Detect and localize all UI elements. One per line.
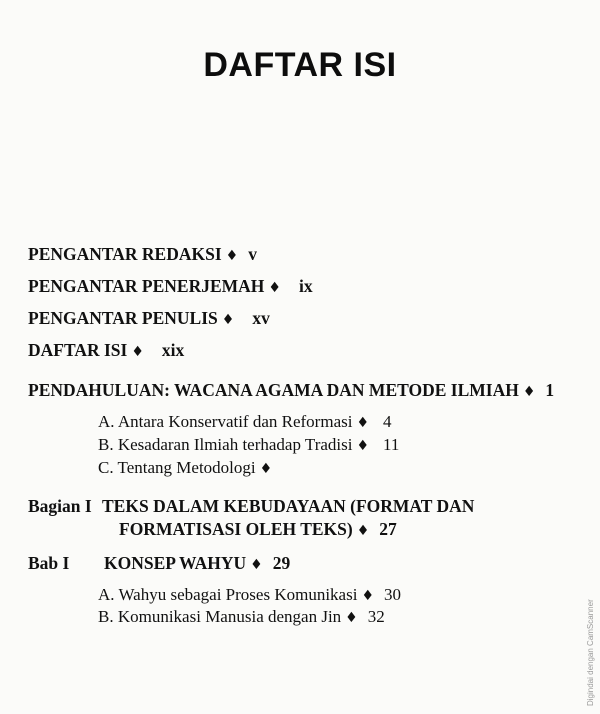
show-through-text (190, 10, 193, 26)
toc-entry-page: 29 (272, 553, 291, 573)
toc-part-label: Bagian I (28, 496, 92, 516)
diamond-icon: ♦ (361, 588, 374, 604)
toc-entry-text: PENGANTAR PENERJEMAH (28, 276, 265, 296)
toc-entry-page: 27 (379, 519, 397, 539)
diamond-icon: ♦ (356, 523, 370, 539)
diamond-icon: ♦ (131, 344, 144, 360)
toc-subentry (98, 412, 392, 433)
toc-entry-page: xv (252, 308, 270, 328)
toc-subentry (98, 435, 399, 456)
diamond-icon: ♦ (225, 248, 239, 264)
toc-part-title-line1: TEKS DALAM KEBUDAYAAN (FORMAT DAN (102, 496, 475, 516)
toc-subentry (98, 607, 385, 628)
toc-entry-text: PENGANTAR PENULIS (28, 308, 218, 328)
toc-entry-text: B. Kesadaran Ilmiah terhadap Tradisi (98, 435, 353, 454)
toc-entry-page: 11 (383, 435, 400, 454)
toc-entry-text: FORMATISASI OLEH TEKS) (119, 519, 353, 539)
diamond-icon: ♦ (356, 415, 370, 431)
toc-entry-page: v (248, 244, 257, 264)
toc-entry-text: B. Komunikasi Manusia dengan Jin (98, 607, 342, 626)
diamond-icon: ♦ (268, 280, 281, 296)
toc-entry-page: ix (298, 276, 313, 296)
toc-chapter-title (104, 553, 290, 575)
toc-entry-page: 1 (545, 380, 555, 400)
diamond-icon: ♦ (345, 610, 358, 626)
diamond-icon: ♦ (356, 438, 370, 454)
toc-entry-text: A. Antara Konservatif dan Reformasi (98, 412, 353, 431)
page-title: DAFTAR ISI (203, 46, 397, 84)
toc-entry-pendahuluan (28, 380, 554, 402)
diamond-icon: ♦ (522, 384, 536, 400)
toc-entry-page: xix (161, 340, 185, 360)
scanner-watermark: Digindai dengan CamScanner (586, 599, 595, 706)
toc-entry-daftar-isi (28, 340, 184, 362)
diamond-icon: ♦ (250, 557, 263, 573)
toc-subentry (98, 458, 282, 479)
diamond-icon: ♦ (259, 461, 273, 477)
toc-entry-page: 32 (367, 607, 385, 626)
toc-entry-text: KONSEP WAHYU (104, 553, 247, 573)
toc-entry-text: PENDAHULUAN: WACANA AGAMA DAN METODE ILMIAH (28, 380, 519, 400)
toc-entry-pengantar-redaksi (28, 244, 257, 266)
toc-entry-text: PENGANTAR REDAKSI (28, 244, 222, 264)
toc-chapter-label: Bab I (28, 553, 70, 573)
toc-entry-text: DAFTAR ISI (28, 340, 128, 360)
toc-subentry (98, 585, 401, 606)
toc-entry-page: 4 (383, 412, 392, 431)
toc-entry-text: C. Tentang Metodologi (98, 458, 256, 477)
diamond-icon: ♦ (221, 312, 235, 328)
toc-entry-pengantar-penerjemah (28, 276, 313, 298)
toc-entry-page: 30 (384, 585, 401, 604)
toc-entry-text: A. Wahyu sebagai Proses Komunikasi (98, 585, 358, 604)
toc-entry-pengantar-penulis (28, 308, 270, 330)
toc-part-title-line2 (119, 519, 397, 541)
